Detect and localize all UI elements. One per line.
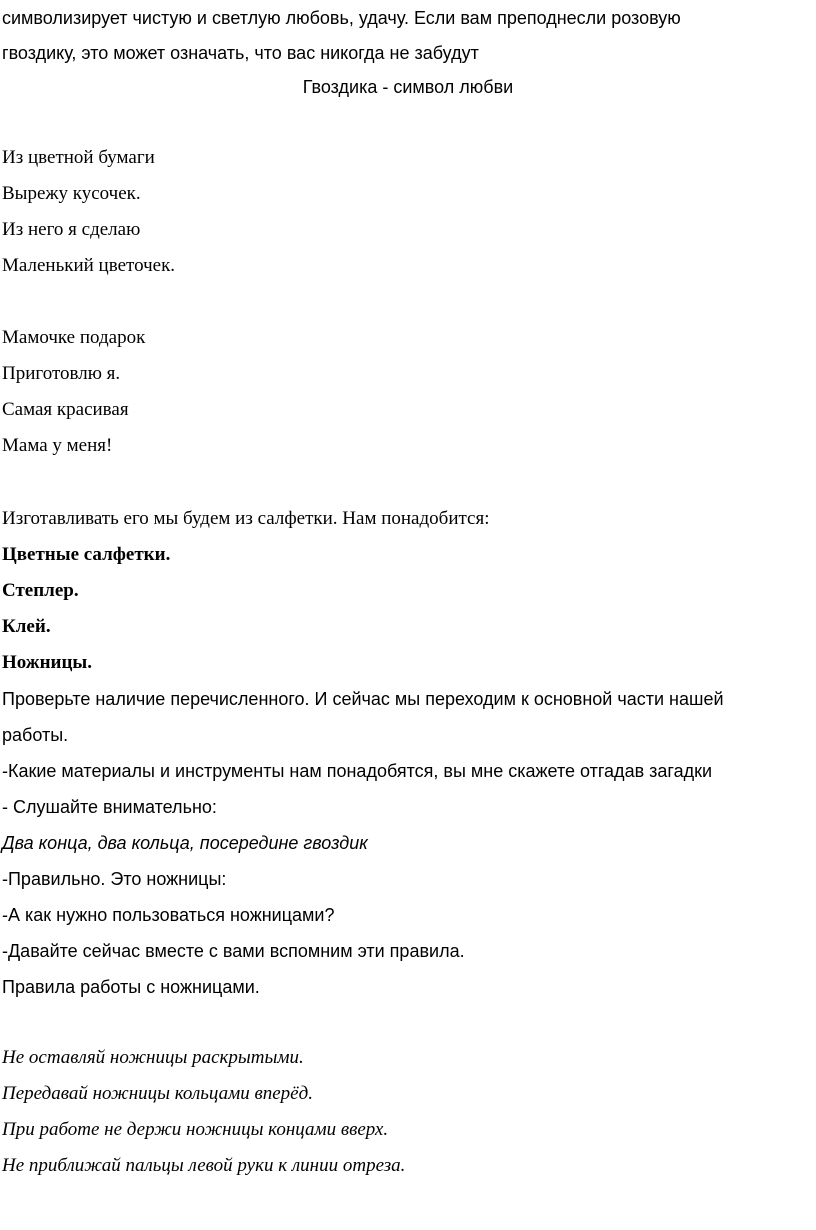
- material-item: Клей.: [2, 616, 51, 637]
- rule-item: Не оставляй ножницы раскрытыми.: [2, 1047, 304, 1068]
- question-line: -А как нужно пользоваться ножницами?: [2, 905, 335, 925]
- poem-line: Вырежу кусочек.: [2, 183, 141, 204]
- rule-item: При работе не держи ножницы концами вверх.: [2, 1119, 389, 1140]
- paragraph-line: работы.: [2, 725, 69, 745]
- instruction-line: -Давайте сейчас вместе с вами вспомним эти правила.: [2, 941, 465, 961]
- poem-line: Мама у меня!: [2, 435, 113, 456]
- paragraph-line: Проверьте наличие перечисленного. И сейчас мы переходим к основной части нашей: [2, 689, 724, 709]
- rule-item: Передавай ножницы кольцами вперёд.: [2, 1083, 313, 1104]
- materials-intro: Изготавливать его мы будем из салфетки. Нам понадобится:: [2, 508, 490, 529]
- poem-line: Из цветной бумаги: [2, 147, 155, 168]
- instruction-line: - Слушайте внимательно:: [2, 797, 217, 817]
- poem-line: Самая красивая: [2, 399, 129, 420]
- intro-line-1: символизирует чистую и светлую любовь, удачу. Если вам преподнесли розовую: [2, 8, 681, 28]
- section-title: Гвоздика - символ любви: [302, 77, 514, 97]
- material-item: Степлер.: [2, 580, 79, 601]
- rule-item: Не приближай пальцы левой руки к линии отреза.: [2, 1155, 406, 1176]
- riddle-line: Два конца, два кольца, посередине гвоздик: [2, 833, 368, 853]
- material-item: Цветные салфетки.: [2, 544, 171, 565]
- poem-line: Из него я сделаю: [2, 219, 141, 240]
- rules-title: Правила работы с ножницами.: [2, 977, 260, 997]
- intro-line-2: гвоздику, это может означать, что вас никогда не забудут: [2, 43, 479, 63]
- answer-line: -Правильно. Это ножницы:: [2, 869, 227, 889]
- poem-line: Мамочке подарок: [2, 327, 146, 348]
- poem-line: Приготовлю я.: [2, 363, 121, 384]
- material-item: Ножницы.: [2, 652, 93, 673]
- question-line: -Какие материалы и инструменты нам понадобятся, вы мне скажете отгадав загадки: [2, 761, 713, 781]
- poem-line: Маленький цветочек.: [2, 255, 176, 276]
